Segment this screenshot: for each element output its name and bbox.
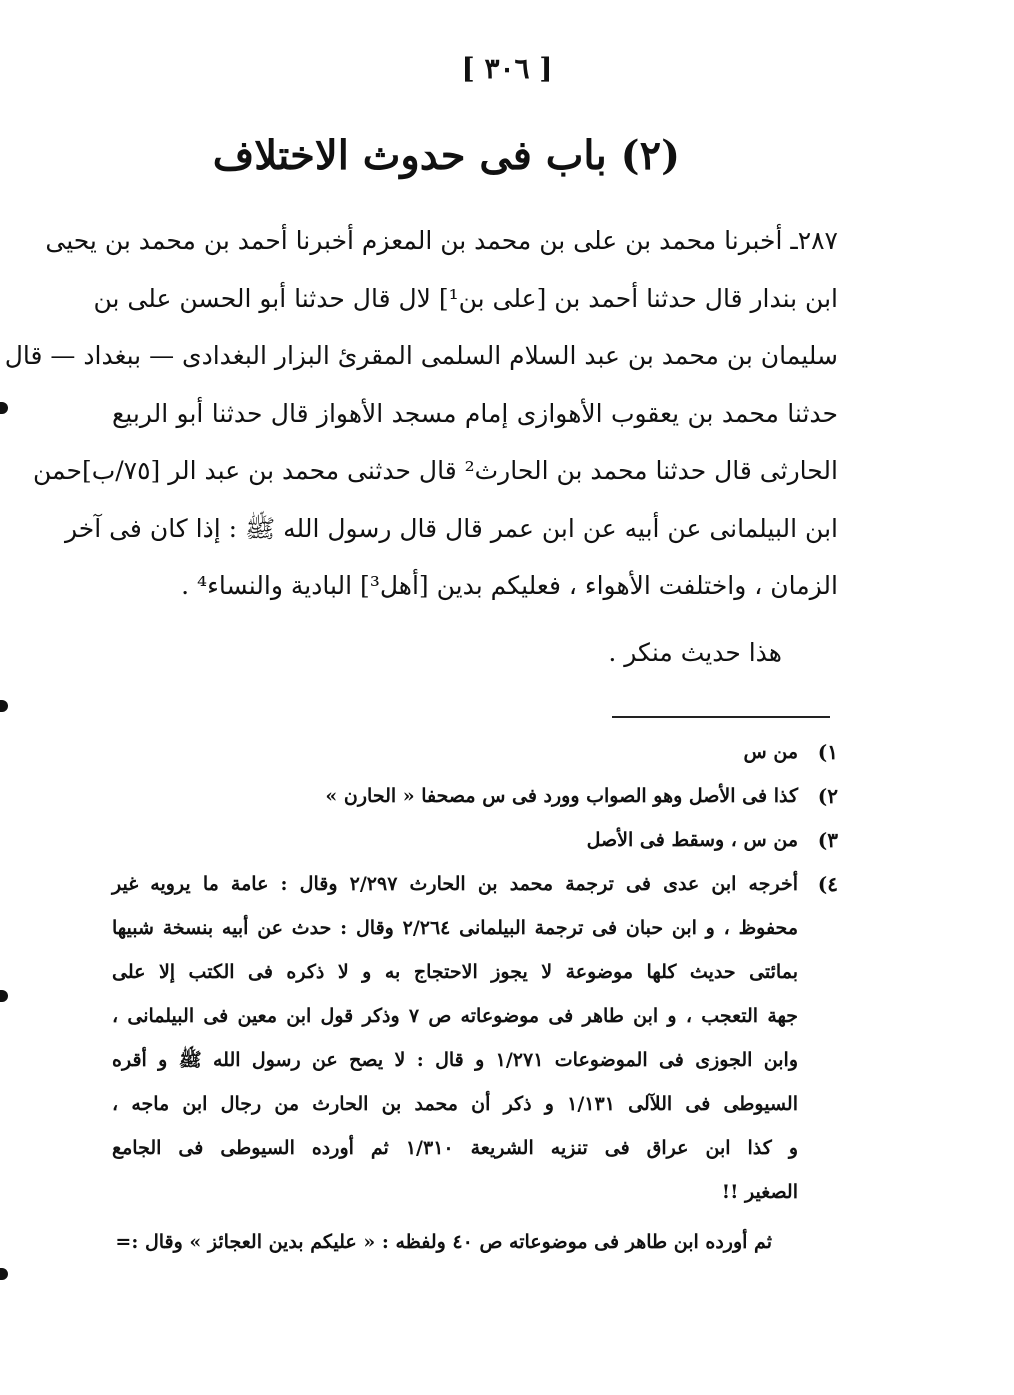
body-line: الحارثى قال حدثنا محمد بن الحارث² قال حدثنى محمد بن عبد الر [٧٥/ب]حمن	[33, 456, 838, 485]
hadith-verdict: هذا حديث منكر .	[608, 638, 782, 667]
scan-edge-mark	[0, 990, 8, 1002]
body-line: ابن البيلمانى عن أبيه عن ابن عمر قال قال رسول الله ﷺ : إذا كان فى آخر	[64, 513, 838, 543]
footnote-number: ٤)	[817, 872, 838, 896]
page-number: [ ٣٠٦ ]	[461, 52, 553, 85]
body-line: حدثنا محمد بن يعقوب الأهوازى إمام مسجد الأهواز قال حدثنا أبو الربيع	[112, 398, 838, 428]
scan-edge-mark	[0, 402, 8, 414]
footnote-line: و كذا ابن عراق فى تنزيه الشريعة ١/٣١٠ ثم أورده السيوطى فى الجامع	[112, 1137, 798, 1159]
body-line: ٢٨٧ـ أخبرنا محمد بن على بن محمد بن المعزم أخبرنا أحمد بن محمد بن يحيى	[45, 226, 838, 255]
footnote-number: ٢)	[817, 784, 838, 808]
footnote-line: السيوطى فى اللآلى ١/١٣١ و ذكر أن محمد بن الحارث من رجال ابن ماجه ،	[112, 1093, 798, 1115]
hadith-text	[4, 212, 838, 615]
footnote-line: من س	[743, 741, 798, 763]
footnote-line: جهة التعجب ، و ابن طاهر فى موضوعاته ص ٧ وذكر قول ابن معين فى البيلمانى ،	[112, 1005, 799, 1027]
footnote-line: وابن الجوزى فى الموضوعات ١/٢٧١ و قال : لا يصح عن رسول الله ﷺ و أقره	[112, 1049, 799, 1071]
footnote-line: محفوظ ، و ابن حبان فى ترجمة البيلمانى ٢/٢٦٤ وقال : حدث عن أبيه بنسخة شبيها	[112, 917, 799, 939]
footnote-line: الصغير !!	[721, 1181, 798, 1203]
footnote-divider	[612, 716, 830, 718]
body-line: الزمان ، واختلفت الأهواء ، فعليكم بدين [أهل³] البادية والنساء⁴ .	[181, 571, 838, 600]
body-line: ابن بندار قال حدثنا أحمد بن [على بن¹] لال قال حدثنا أبو الحسن على بن	[93, 283, 838, 313]
footnote-continuation: ثم أورده ابن طاهر فى موضوعاته ص ٤٠ ولفظه : « عليكم بدين العجائز » وقال :=	[115, 1231, 772, 1253]
footnote-2	[112, 774, 838, 818]
footnote-line: أخرجه ابن عدى فى ترجمة محمد بن الحارث ٢/٢٩٧ وقال : عامة ما يرويه غير	[112, 873, 798, 895]
footnote-number: ٣)	[817, 828, 838, 852]
body-line: سليمان بن محمد بن عبد السلام السلمى المقرئ البزار البغدادى — ببغداد — قال	[4, 341, 838, 370]
footnote-3	[112, 818, 838, 862]
footnotes	[112, 730, 838, 1214]
scan-edge-mark	[0, 700, 8, 712]
chapter-title: (٢) باب فى حدوث الاختلاف	[212, 132, 680, 179]
footnote-line: من س ، وسقط فى الأصل	[586, 829, 798, 851]
footnote-line: كذا فى الأصل وهو الصواب وورد فى س مصحفا « الحارن »	[325, 785, 798, 807]
footnote-line: بمائتى حديث كلها موضوعة لا يجوز الاحتجاج به و لا ذكره فى الكتب إلا على	[112, 961, 798, 983]
footnote-1	[112, 730, 838, 774]
footnote-4	[112, 862, 838, 1214]
scan-edge-mark	[0, 1268, 8, 1280]
footnote-number: ١)	[817, 740, 838, 764]
